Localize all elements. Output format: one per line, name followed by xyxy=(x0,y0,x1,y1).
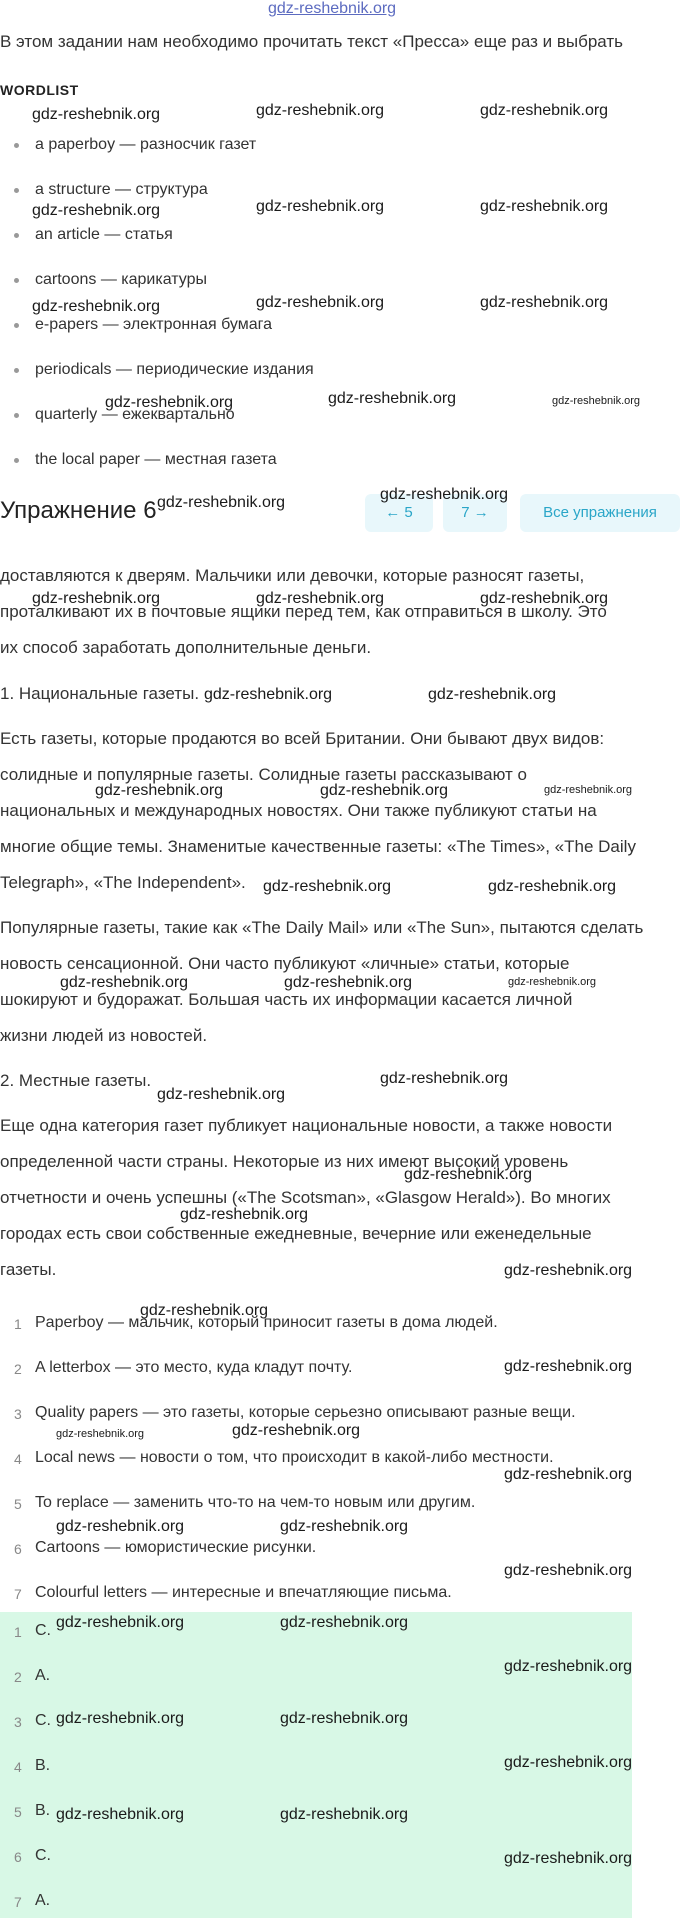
definition-item: To replace — заменить что-то на чем-то новым или другим. xyxy=(35,1494,476,1511)
text-line: их способ заработать дополнительные деньги. xyxy=(0,638,372,657)
answer-item: A. xyxy=(35,1892,51,1909)
watermark: gdz-reshebnik.org xyxy=(508,976,597,988)
watermark: gdz-reshebnik.org xyxy=(140,1302,269,1319)
text-line: Есть газеты, которые продаются во всей Британии. Они бывают двух видов: xyxy=(0,729,605,748)
wordlist-item: an article — статья xyxy=(35,226,173,243)
list-number: 2 xyxy=(14,1669,22,1685)
wordlist-item: e-papers — электронная бумага xyxy=(35,316,272,333)
exercise-title: Упражнение 6 xyxy=(0,497,157,524)
watermark: gdz-reshebnik.org xyxy=(552,395,641,407)
watermark: gdz-reshebnik.org xyxy=(280,1806,409,1823)
answer-item: B. xyxy=(35,1802,51,1819)
section-heading: 2. Местные газеты. xyxy=(0,1071,152,1090)
text-line: многие общие темы. Знаменитые качественные газеты: «The Times», «The Daily xyxy=(0,837,636,856)
text-line: отчетности и очень успешны («The Scotsman», «Glasgow Herald»). Во многих xyxy=(0,1188,611,1207)
watermark: gdz-reshebnik.org xyxy=(544,784,633,796)
watermark: gdz-reshebnik.org xyxy=(380,1070,509,1087)
watermark: gdz-reshebnik.org xyxy=(404,1166,533,1183)
wordlist-item: the local paper — местная газета xyxy=(35,451,277,468)
text-line: городах есть свои собственные ежедневные, вечерние или еженедельные xyxy=(0,1224,592,1243)
list-number: 4 xyxy=(14,1759,22,1775)
answer-item: B. xyxy=(35,1757,51,1774)
definition-item: Colourful letters — интересные и впечатляющие письма. xyxy=(35,1584,452,1601)
list-number: 6 xyxy=(14,1849,22,1865)
watermark: gdz-reshebnik.org xyxy=(428,686,557,703)
list-number: 1 xyxy=(14,1316,22,1332)
text-line: определенной части страны. Некоторые из них имеют высокий уровень xyxy=(0,1152,569,1171)
list-number: 3 xyxy=(14,1406,22,1422)
watermark: gdz-reshebnik.org xyxy=(284,974,413,991)
watermark: gdz-reshebnik.org xyxy=(480,590,609,607)
list-number: 7 xyxy=(14,1894,22,1910)
watermark: gdz-reshebnik.org xyxy=(256,590,385,607)
wordlist-heading: WORDLIST xyxy=(0,82,79,98)
bullet-icon xyxy=(14,323,19,328)
list-number: 7 xyxy=(14,1586,22,1602)
wordlist-item: cartoons — карикатуры xyxy=(35,271,207,288)
wordlist-item: quarterly — ежеквартально xyxy=(35,406,235,423)
bullet-icon xyxy=(14,278,19,283)
list-number: 2 xyxy=(14,1361,22,1377)
watermark: gdz-reshebnik.org xyxy=(32,202,161,219)
watermark: gdz-reshebnik.org xyxy=(32,106,161,123)
watermark: gdz-reshebnik.org xyxy=(504,1754,633,1771)
text-line: солидные и популярные газеты. Солидные газеты рассказывают о xyxy=(0,765,527,784)
definition-item: A letterbox — это место, куда кладут почту. xyxy=(35,1359,353,1376)
answer-item: C. xyxy=(35,1622,51,1639)
text-line: Популярные газеты, такие как «The Daily Mail» или «The Sun», пытаются сделать xyxy=(0,918,644,937)
text-line: национальных и международных новостях. Они также публикуют статьи на xyxy=(0,801,597,820)
list-number: 5 xyxy=(14,1496,22,1512)
watermark: gdz-reshebnik.org xyxy=(280,1710,409,1727)
watermark: gdz-reshebnik.org xyxy=(180,1206,309,1223)
bullet-icon xyxy=(14,233,19,238)
text-line: жизни людей из новостей. xyxy=(0,1026,208,1045)
bullet-icon xyxy=(14,413,19,418)
text-line: доставляются к дверям. Мальчики или девочки, которые разносят газеты, xyxy=(0,566,585,585)
list-number: 4 xyxy=(14,1451,22,1467)
watermark: gdz-reshebnik.org xyxy=(488,878,617,895)
list-number: 6 xyxy=(14,1541,22,1557)
arrow-right-icon: → xyxy=(473,504,489,521)
all-exercises-button[interactable] xyxy=(520,494,680,532)
definition-item: Paperboy — мальчик, который приносит газеты в дома людей. xyxy=(35,1314,498,1331)
answer-item: A. xyxy=(35,1667,51,1684)
section-heading: 1. Национальные газеты. xyxy=(0,684,200,703)
watermark: gdz-reshebnik.org xyxy=(56,1614,185,1631)
site-link[interactable]: gdz-reshebnik.org xyxy=(268,0,397,17)
definition-item: Local news — новости о том, что происходит в какой-либо местности. xyxy=(35,1449,554,1466)
arrow-left-icon: ← xyxy=(385,504,401,521)
watermark: gdz-reshebnik.org xyxy=(280,1614,409,1631)
watermark: gdz-reshebnik.org xyxy=(56,1428,145,1440)
watermark: gdz-reshebnik.org xyxy=(256,102,385,119)
bullet-icon xyxy=(14,188,19,193)
watermark: gdz-reshebnik.org xyxy=(56,1806,185,1823)
watermark: gdz-reshebnik.org xyxy=(480,102,609,119)
watermark: gdz-reshebnik.org xyxy=(256,198,385,215)
wordlist-item: a paperboy — разносчик газет xyxy=(35,136,257,153)
watermark: gdz-reshebnik.org xyxy=(256,294,385,311)
watermark: gdz-reshebnik.org xyxy=(480,294,609,311)
answer-item: C. xyxy=(35,1847,51,1864)
text-line: газеты. xyxy=(0,1260,57,1279)
watermark: gdz-reshebnik.org xyxy=(56,1518,185,1535)
watermark: gdz-reshebnik.org xyxy=(157,1086,286,1103)
watermark: gdz-reshebnik.org xyxy=(320,782,449,799)
watermark: gdz-reshebnik.org xyxy=(95,782,224,799)
all-exercises-label: Все упражнения xyxy=(543,504,657,521)
watermark: gdz-reshebnik.org xyxy=(232,1422,361,1439)
list-number: 5 xyxy=(14,1804,22,1820)
list-number: 1 xyxy=(14,1624,22,1640)
text-line: Telegraph», «The Independent». xyxy=(0,873,246,892)
bullet-icon xyxy=(14,458,19,463)
watermark: gdz-reshebnik.org xyxy=(60,974,189,991)
watermark: gdz-reshebnik.org xyxy=(504,1466,633,1483)
watermark: gdz-reshebnik.org xyxy=(263,878,392,895)
watermark: gdz-reshebnik.org xyxy=(328,390,457,407)
watermark: gdz-reshebnik.org xyxy=(504,1562,633,1579)
watermark: gdz-reshebnik.org xyxy=(32,590,161,607)
bullet-icon xyxy=(14,143,19,148)
watermark: gdz-reshebnik.org xyxy=(504,1262,633,1279)
definition-item: Cartoons — юмористические рисунки. xyxy=(35,1539,317,1556)
definition-item: Quality papers — это газеты, которые серьезно описывают разные вещи. xyxy=(35,1404,576,1421)
prev-exercise-label: 5 xyxy=(404,504,413,521)
next-exercise-label: 7 xyxy=(461,504,470,521)
text-line: шокируют и будоражат. Большая часть их информации касается личной xyxy=(0,990,573,1009)
wordlist-item: a structure — структура xyxy=(35,181,208,198)
watermark: gdz-reshebnik.org xyxy=(504,1850,633,1867)
text-line: новость сенсационной. Они часто публикуют «личные» статьи, которые xyxy=(0,954,570,973)
watermark: gdz-reshebnik.org xyxy=(480,198,609,215)
watermark: gdz-reshebnik.org xyxy=(380,486,509,503)
watermark: gdz-reshebnik.org xyxy=(504,1658,633,1675)
intro-text: В этом задании нам необходимо прочитать текст «Пресса» еще раз и выбрать xyxy=(0,32,624,51)
watermark: gdz-reshebnik.org xyxy=(32,298,161,315)
watermark: gdz-reshebnik.org xyxy=(56,1710,185,1727)
watermark: gdz-reshebnik.org xyxy=(105,394,234,411)
wordlist-item: periodicals — периодические издания xyxy=(35,361,314,378)
watermark: gdz-reshebnik.org xyxy=(204,686,333,703)
answer-item: C. xyxy=(35,1712,51,1729)
bullet-icon xyxy=(14,368,19,373)
text-line: Еще одна категория газет публикует национальные новости, а также новости xyxy=(0,1116,613,1135)
list-number: 3 xyxy=(14,1714,22,1730)
watermark: gdz-reshebnik.org xyxy=(504,1358,633,1375)
text-line: проталкивают их в почтовые ящики перед тем, как отправиться в школу. Это xyxy=(0,602,607,621)
watermark: gdz-reshebnik.org xyxy=(157,494,286,511)
watermark: gdz-reshebnik.org xyxy=(280,1518,409,1535)
